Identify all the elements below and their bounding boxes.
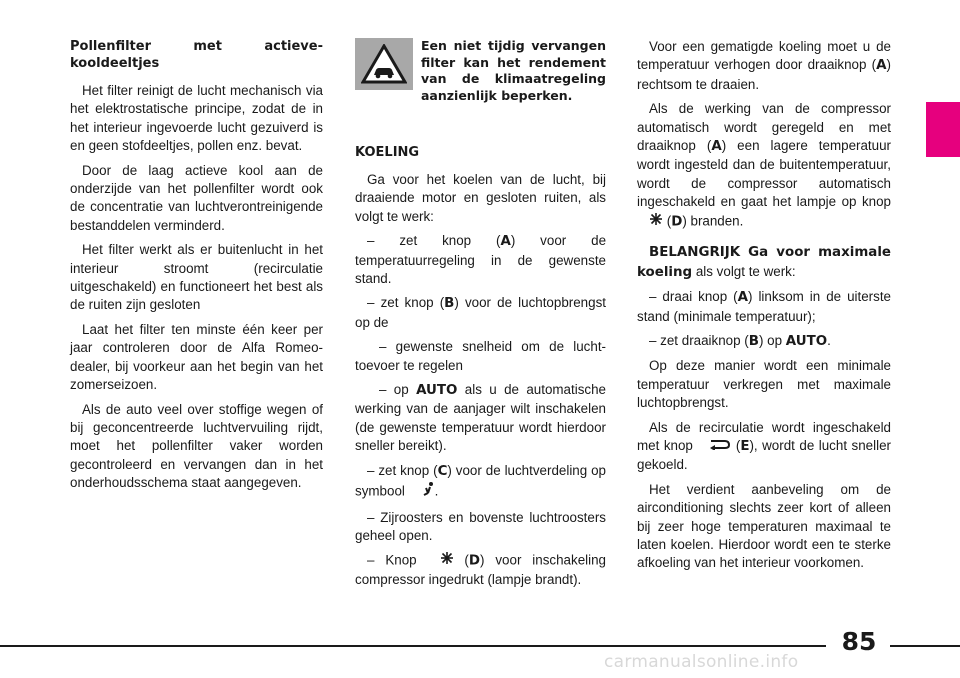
paragraph: Als de auto veel over stoffige wegen of bij geconcentreerde luchtvervuiling rijdt, moet het pollenfilter vaker worden gecontroleerd en vervangen dan in het onderhoudsschema staat aangegeven. (70, 401, 323, 491)
list-item: – Knop (D) voor inschakeling compressor ingedrukt (lampje brandt). (355, 552, 606, 587)
warning-box (355, 38, 606, 104)
paragraph: BELANGRIJK Ga voor maximale koeling als volgt te werk: (637, 245, 891, 280)
warning-text: Een niet tijdig vervangen filter kan het rendement van de klimaatregeling aanzienlijk beperken. (421, 38, 606, 103)
section-tab-marker (926, 102, 960, 157)
list-item: – zet knop (A) voor de temperatuurregeling in de gewenste stand. (355, 233, 607, 287)
column-2 (355, 38, 606, 595)
list-item: – Zijroosters en bovenste luchtroosters geheel open. (355, 509, 606, 543)
vent-face-icon (409, 481, 435, 502)
paragraph: Het verdient aanbeveling om de airconditioning slechts zeer kort of alleen bij zeer hoge temperaturen maximaal te laten koelen. Hierdoor wordt een te sterke afkoeling van het interieur voorkomen. (637, 481, 891, 571)
paragraph: Het filter werkt als er buitenlucht in het interieur stroomt (recirculatie uitgeschakeld) en functioneert het best als de ruiten zijn gesloten (70, 242, 323, 313)
paragraph: Laat het filter ten minste één keer per jaar controleren door de Alfa Romeo-dealer, bij voorkeur aan het begin van het zomerseizoen. (70, 321, 323, 393)
column-3 (637, 38, 891, 579)
paragraph: Door de laag actieve kool aan de onderzijde van het pollenfilter wordt ook de concentratie van luchtverontreinigende bestanddelen verminderd. (70, 162, 323, 233)
list-item: – op AUTO als u de automatische werking van de aanjager wilt inschakelen (de gewenste temperatuur wordt hierdoor sneller bereikt). (355, 382, 606, 454)
list-item: – gewenste snelheid om de lucht-toevoer te regelen (355, 339, 606, 373)
paragraph: Als de werking van de compressor automatisch wordt geregeld en met draaiknop (A) een lagere temperatuur wordt ingesteld dan de buitentemperatuur, wordt de compressor automatisch ingeschakeld en gaat het lampje op knop (D) branden. (637, 100, 891, 231)
list-item: – zet knop (C) voor de luchtverdeling op symbool . (355, 462, 606, 503)
footer-rule (890, 645, 960, 647)
warning-car-icon (355, 38, 413, 90)
compressor-snowflake-icon (428, 551, 454, 570)
paragraph: Op deze manier wordt een minimale temperatuur verkregen met maximale luchtopbrengst. (637, 358, 891, 411)
list-item: – zet draaiknop (B) op AUTO. (649, 332, 831, 349)
column-1 (70, 38, 323, 499)
section-heading-koeling: KOELING (355, 145, 420, 160)
paragraph: Als de recirculatie wordt ingeschakeld met knop (E), wordt de lucht sneller gekoeld. (637, 419, 891, 473)
watermark: carmanualsonline.info (604, 652, 799, 672)
list-item: – zet knop (B) voor de luchtopbrengst op de (355, 295, 606, 330)
footer-rule (0, 645, 826, 647)
paragraph: Voor een gematigde koeling moet u de temperatuur verhogen door draaiknop (A) rechtsom te draaien. (637, 39, 891, 92)
list-item: – draai knop (A) linksom in de uiterste stand (minimale temperatuur); (637, 289, 891, 324)
page-number: 85 (841, 627, 877, 656)
section-heading-pollenfilter: Pollenfilter met actieve-kooldeeltjes (70, 39, 323, 71)
paragraph: Ga voor het koelen van de lucht, bij draaiende motor en gesloten ruiten, als volgt te werk: (355, 172, 606, 224)
recirculation-icon (697, 437, 731, 455)
compressor-snowflake-icon (637, 212, 663, 231)
paragraph: Het filter reinigt de lucht mechanisch via het elektrostatische principe, zodat de in het interieur ingevoerde lucht gezuiverd is en geen stofdeeltjes, pollen enz. bevat. (70, 83, 323, 154)
